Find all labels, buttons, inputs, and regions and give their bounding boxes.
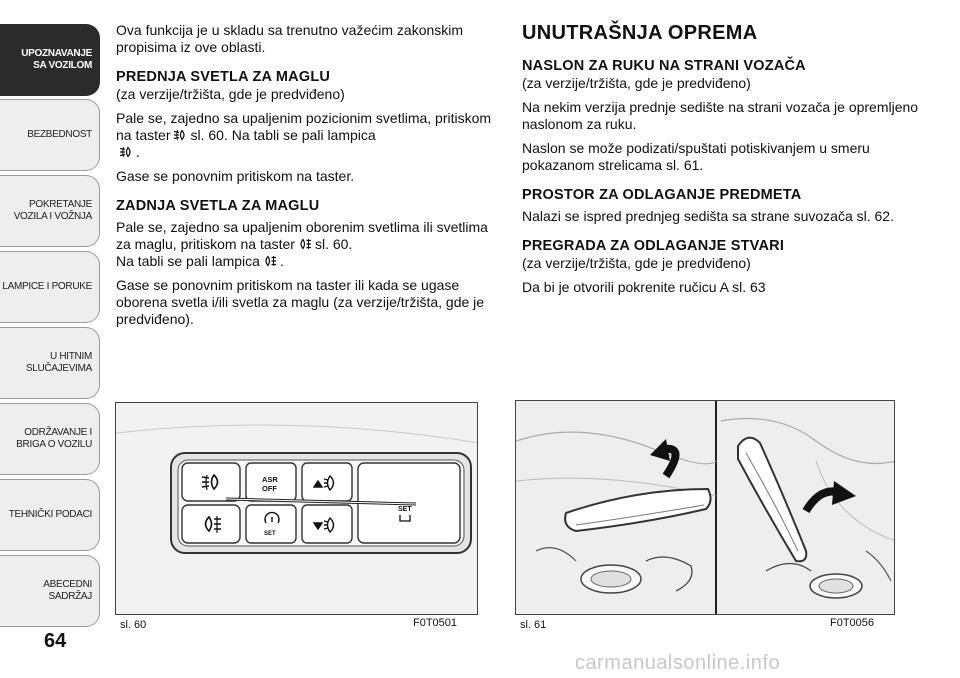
- front-fog-note: (za verzije/tržišta, gde je predviđeno): [116, 86, 345, 102]
- rear-fog-heading: ZADNJA SVETLA ZA MAGLU: [116, 198, 320, 214]
- armrest-heading: NASLON ZA RUKU NA STRANI VOZAČA: [522, 58, 806, 74]
- tab-bezbednost[interactable]: [0, 99, 100, 171]
- compartment-paragraph: Da bi je otvorili pokrenite ručicu A sl. 63: [522, 279, 766, 295]
- button-panel-illustration: [116, 403, 478, 615]
- tab-label: ODRŽAVANJE I BRIGA O VOZILU: [16, 427, 92, 450]
- tab-label: POKRETANJE VOZILA I VOŽNJA: [13, 199, 92, 222]
- tab-pokretanje[interactable]: [0, 175, 100, 247]
- intro-paragraph: Ova funkcija je u skladu sa trenutno važećim zakonskim propisima iz ove oblasti.: [116, 22, 464, 55]
- tab-label: U HITNIM SLUČAJEVIMA: [25, 351, 92, 374]
- tab-abecedni[interactable]: [0, 555, 100, 627]
- figure-61-caption: sl. 61: [520, 619, 547, 631]
- tab-label: TEHNIČKI PODACI: [8, 509, 92, 520]
- tab-hitni[interactable]: [0, 327, 100, 399]
- tab-upoznavanje[interactable]: [0, 24, 100, 96]
- storage-heading: PROSTOR ZA ODLAGANJE PREDMETA: [522, 187, 802, 203]
- front-fog-off-paragraph: Gase se ponovnim pritiskom na taster.: [116, 168, 355, 184]
- set-label: SET: [398, 506, 412, 513]
- page-number: 64: [44, 630, 67, 652]
- compartment-heading: PREGRADA ZA ODLAGANJE STVARI: [522, 238, 785, 254]
- section-title: UNUTRAŠNJA OPREMA: [522, 22, 758, 44]
- front-fog-indicator-icon: [119, 146, 133, 158]
- figure-61-code: F0T0056: [830, 617, 875, 629]
- rear-fog-off-paragraph: Gase se ponovnim pritiskom na taster ili kada se ugase oborena svetla i/ili svetla za maglu (za verzije/tržišta, gde je predviđeno).: [116, 277, 485, 327]
- rear-fog-light-icon: [298, 238, 312, 250]
- rear-fog-paragraph: Pale se, zajedno sa upaljenim oborenim svetlima ili svetlima za maglu, pritiskom na taster sl. 60. Na tabli se pali lampica .: [116, 219, 488, 269]
- tab-label: LAMPICE I PORUKE: [2, 281, 92, 292]
- tab-label: UPOZNAVANJE SA VOZILOM: [21, 48, 92, 71]
- figure-60-caption: sl. 60: [120, 619, 147, 631]
- watermark: carmanualsonline.info: [575, 652, 781, 674]
- armrest-illustration: [516, 401, 895, 615]
- tab-odrzavanje[interactable]: [0, 403, 100, 475]
- right-column: [522, 22, 922, 303]
- armrest-paragraph-1: Na nekim verzija prednje sedište na strani vozača je opremljeno naslonom za ruku.: [522, 99, 919, 132]
- storage-paragraph: Nalazi se ispred prednjeg sedišta sa strane suvozača sl. 62.: [522, 208, 894, 224]
- off-label: OFF: [262, 484, 277, 493]
- tab-tehnicki[interactable]: [0, 479, 100, 551]
- front-fog-heading: PREDNJA SVETLA ZA MAGLU: [116, 69, 331, 85]
- compartment-note: (za verzije/tržišta, gde je predviđeno): [522, 255, 751, 271]
- front-fog-light-icon: [173, 129, 187, 141]
- rear-fog-indicator-icon: [263, 255, 277, 267]
- tab-label: ABECEDNI SADRŽAJ: [43, 579, 92, 602]
- figure-60-button-panel: [115, 402, 478, 615]
- left-column: [116, 22, 496, 335]
- figure-60-code: F0T0501: [413, 617, 458, 629]
- armrest-note: (za verzije/tržišta, gde je predviđeno): [522, 75, 751, 91]
- set-label-small: SET: [264, 531, 276, 537]
- tab-lampice[interactable]: [0, 251, 100, 323]
- figure-61-armrest: [515, 400, 895, 615]
- asr-label: ASR: [262, 475, 278, 484]
- tab-label: BEZBEDNOST: [27, 129, 92, 140]
- armrest-paragraph-2: Naslon se može podizati/spuštati potiskivanjem u smeru pokazanom strelicama sl. 61.: [522, 140, 870, 173]
- front-fog-paragraph: Pale se, zajedno sa upaljenim pozicionim svetlima, pritiskom na taster sl. 60. Na tabli se pali lampica .: [116, 110, 492, 160]
